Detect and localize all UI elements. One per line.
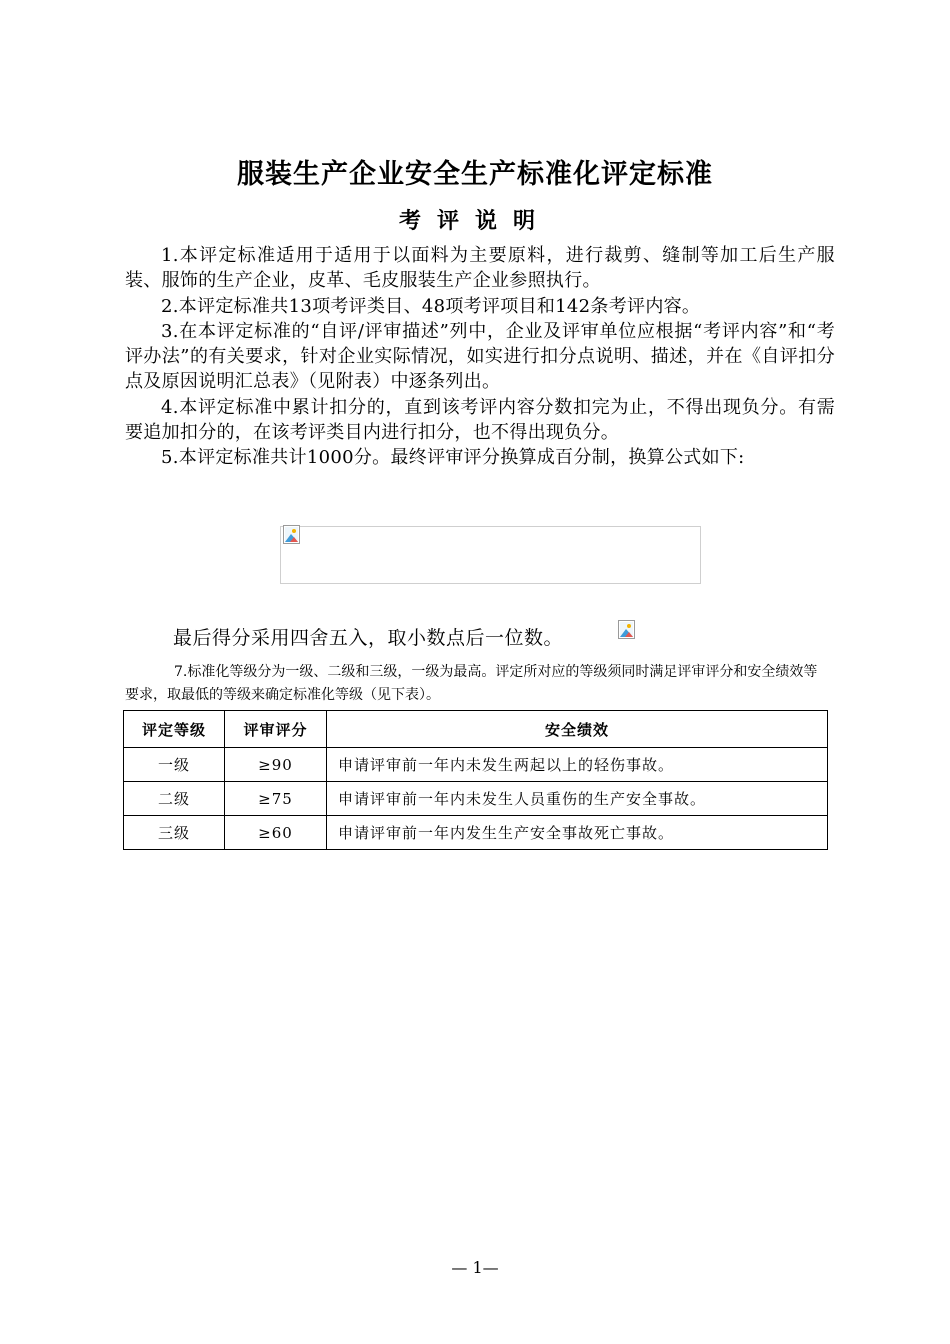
formula-image-placeholder: [280, 526, 701, 584]
instructions-body: [125, 243, 835, 471]
cell-grade: 三级: [124, 816, 225, 850]
header-grade: 评定等级: [124, 711, 225, 748]
paragraph-4: 4.本评定标准中累计扣分的，直到该考评内容分数扣完为止，不得出现负分。有需要追加扣分的，在该考评类目内进行扣分，也不得出现负分。: [125, 396, 835, 444]
paragraph-2: 2.本评定标准共13项考评类目、48项考评项目和142条考评内容。: [161, 295, 701, 317]
grade-level-note: 7.标准化等级分为一级、二级和三级，一级为最高。评定所对应的等级须同时满足评审评分和安全绩效等要求，取最低的等级来确定标准化等级（见下表）。: [125, 664, 818, 703]
table-row: [124, 816, 828, 850]
cell-score: ≥60: [225, 816, 327, 850]
cell-grade: 一级: [124, 748, 225, 782]
table-row: [124, 748, 828, 782]
table-row: [124, 782, 828, 816]
section-subtitle: 考评说明: [398, 209, 551, 234]
header-safety-performance: 安全绩效: [327, 711, 828, 748]
table-header-row: [124, 711, 828, 748]
broken-image-icon: [618, 620, 635, 639]
paragraph-1: 1.本评定标准适用于适用于以面料为主要原料，进行裁剪、缝制等加工后生产服装、服饰的生产企业，皮革、毛皮服装生产企业参照执行。: [125, 245, 835, 292]
rounding-note: 最后得分采用四舍五入，取小数点后一位数。: [173, 627, 564, 649]
cell-score: ≥75: [225, 782, 327, 816]
document-title: 服装生产企业安全生产标准化评定标准: [237, 159, 713, 190]
cell-safety-performance: 申请评审前一年内未发生两起以上的轻伤事故。: [327, 748, 828, 782]
header-score: 评审评分: [225, 711, 327, 748]
paragraph-3: 3.在本评定标准的“自评/评审描述”列中，企业及评审单位应根据“考评内容”和“考评办法”的有关要求，针对企业实际情况，如实进行扣分点说明、描述，并在《自评扣分点及原因说明汇总表》（见附表）中逐条列出。: [125, 320, 835, 393]
paragraph-5: 5.本评定标准共计1000分。最终评审评分换算成百分制，换算公式如下:: [161, 447, 745, 469]
cell-safety-performance: 申请评审前一年内发生生产安全事故死亡事故。: [327, 816, 828, 850]
cell-safety-performance: 申请评审前一年内未发生人员重伤的生产安全事故。: [327, 782, 828, 816]
cell-grade: 二级: [124, 782, 225, 816]
page-number: — 1—: [451, 1258, 499, 1277]
broken-image-icon: [283, 525, 300, 544]
grade-table: [123, 710, 828, 850]
cell-score: ≥90: [225, 748, 327, 782]
